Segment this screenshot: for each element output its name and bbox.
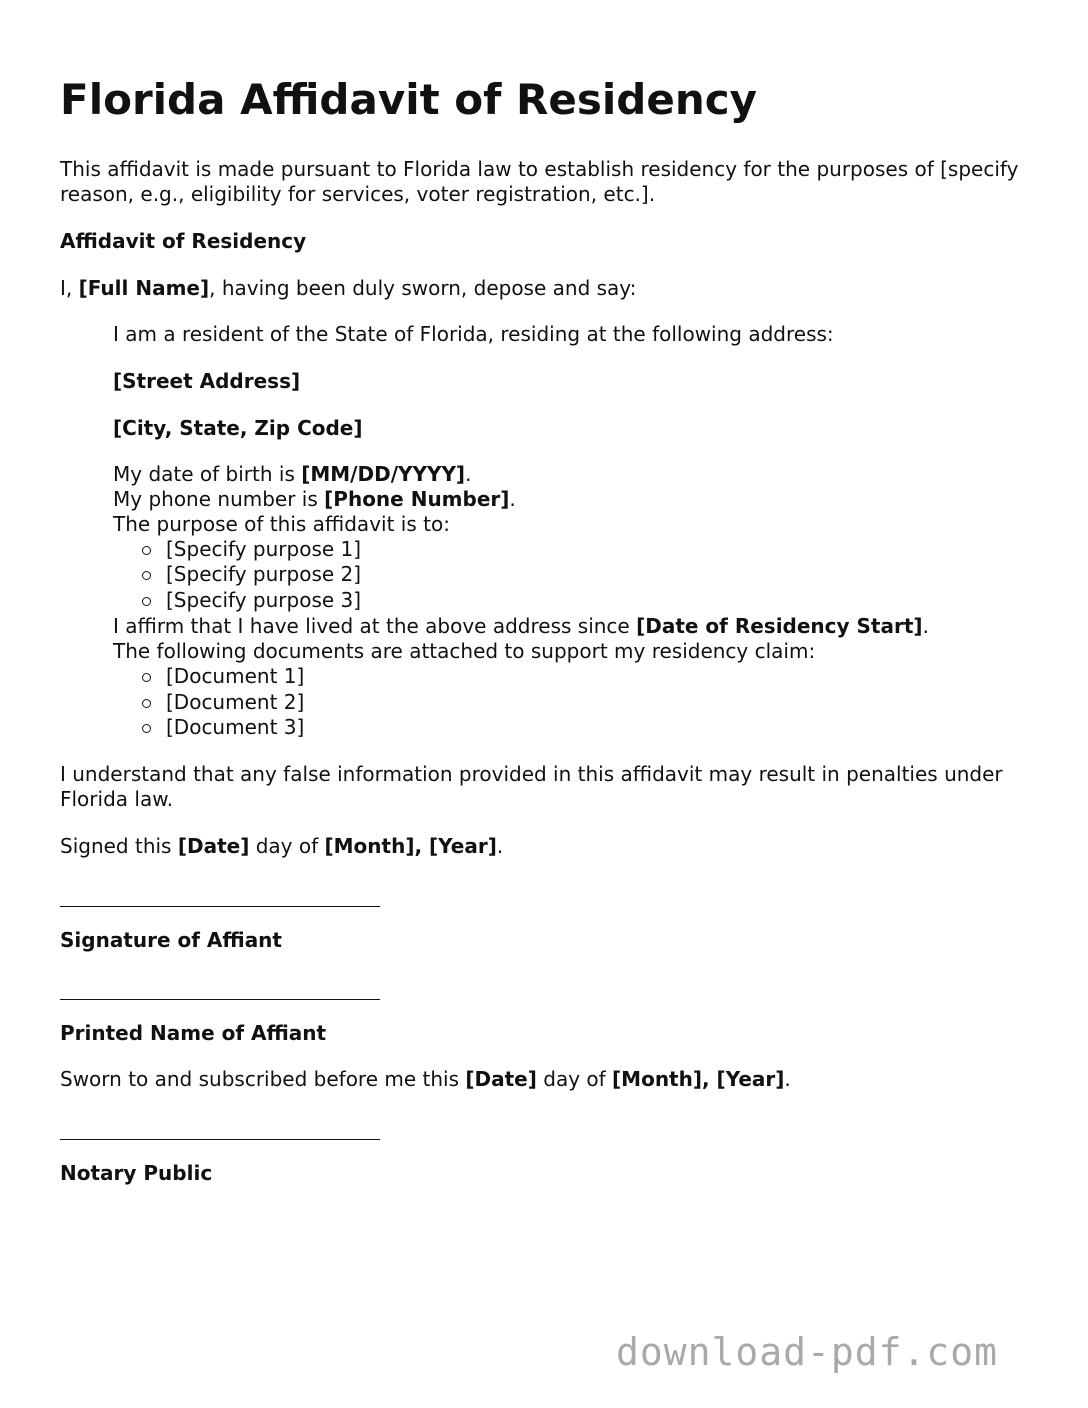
sworn-date-field: [Date] <box>465 1067 537 1091</box>
item-text: My date of birth is [MM/DD/YYYY]. <box>113 462 472 486</box>
residency-start-field: [Date of Residency Start] <box>636 614 923 638</box>
circle-bullet-icon <box>142 699 151 708</box>
circle-bullet-icon <box>142 673 151 682</box>
signed-month-year-field: [Month], [Year] <box>324 834 497 858</box>
printed-name-line <box>60 999 380 1000</box>
affidavit-heading: Affidavit of Residency <box>60 229 307 253</box>
notary-line <box>60 1139 380 1140</box>
full-name-field: [Full Name] <box>78 276 210 300</box>
sworn-statement: Sworn to and subscribed before me this [Date] day of [Month], [Year]. <box>60 1067 791 1091</box>
printed-name-label: Printed Name of Affiant <box>60 1021 327 1045</box>
signature-line <box>60 906 380 907</box>
item-text: I affirm that I have lived at the above address since [Date of Residency Start]. <box>113 614 929 638</box>
notary-label: Notary Public <box>60 1161 213 1185</box>
opening-prefix: I, <box>60 276 79 300</box>
document-title: Florida Affidavit of Residency <box>60 75 757 124</box>
circle-bullet-icon <box>142 597 151 606</box>
signed-date-field: [Date] <box>177 834 250 858</box>
item-text: The following documents are attached to support my residency claim: <box>113 639 816 663</box>
city-state-zip-field: [City, State, Zip Code] <box>113 416 363 440</box>
signed-statement: Signed this [Date] day of [Month], [Year]. <box>60 834 504 858</box>
sworn-month-year-field: [Month], [Year] <box>612 1067 785 1091</box>
circle-bullet-icon <box>142 724 151 733</box>
signature-label: Signature of Affiant <box>60 928 282 952</box>
intro-paragraph: This affidavit is made pursuant to Florida law to establish residency for the purposes of [specify reason, e.g., eligibility for services, voter registration, etc.]. <box>60 157 1019 206</box>
date-of-birth-field: [MM/DD/YYYY] <box>301 462 466 486</box>
penalty-statement: I understand that any false information provided in this affidavit may result in penalties under Florida law. <box>60 762 1003 811</box>
opening-statement <box>60 276 636 301</box>
watermark: download-pdf.com <box>616 1330 999 1374</box>
circle-bullet-icon <box>142 571 151 580</box>
phone-number-field: [Phone Number] <box>324 487 510 511</box>
circle-bullet-icon <box>142 546 151 555</box>
opening-suffix: , having been duly sworn, depose and say: <box>209 276 637 300</box>
item-text: I am a resident of the State of Florida, residing at the following address: <box>113 322 834 346</box>
item-text: My phone number is [Phone Number]. <box>113 487 516 511</box>
street-address-field: [Street Address] <box>113 369 301 393</box>
item-text: The purpose of this affidavit is to: <box>113 512 450 536</box>
